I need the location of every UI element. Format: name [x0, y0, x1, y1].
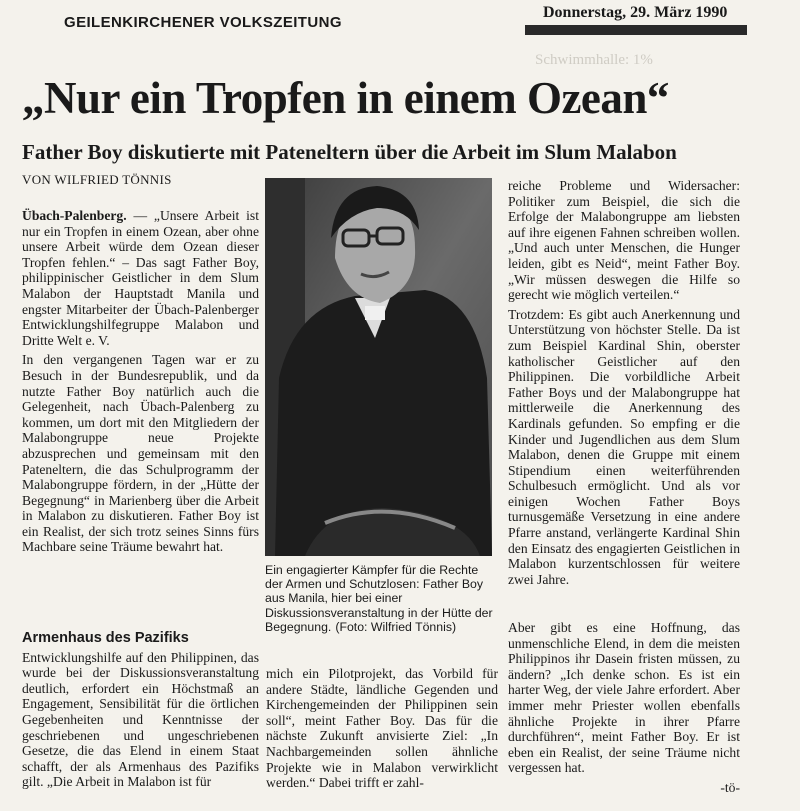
newspaper-masthead: GEILENKIRCHENER VOLKSZEITUNG: [64, 14, 342, 31]
photo-caption: [265, 563, 497, 634]
caption-text: Ein engagierter Kämpfer für die Rechte der Armen und Schutzlosen: Father Boy aus Manila, hier bei einer Diskussionsveranstaltung in der Hütte der Begegnung.: [265, 563, 493, 634]
article-column-3-lower: [508, 620, 740, 796]
photo-father-boy: [265, 178, 492, 556]
lead-text: — „Unsere Arbeit ist nur ein Tropfen in einem Ozean, aber ohne unsere Arbeit würde dem Ozean dieser Tropfen fehlen.“ – Das sagt Father Boy, philippinischer Geistlicher in dem Slum Malabon der Hauptstadt Manila und engster Mitarbeiter der Übach-Palenberger Entwicklungshilfegruppe Malabon und Dritte Welt e. V.: [22, 208, 259, 348]
byline: VON WILFRIED TÖNNIS: [22, 172, 172, 187]
lead-paragraph: [22, 208, 259, 348]
article-column-2: [266, 666, 498, 795]
section-subhead: Armenhaus des Pazifiks: [22, 630, 189, 646]
paragraph-col3-2: Trotzdem: Es gibt auch Anerkennung und Unterstützung von höchster Stelle. Da ist zum Beispiel Kardinal Shin, oberster katholischer Geistlicher auf den Philippinen. Die vorbildliche Arbeit Father Boys und der Malabongruppe hat mittlerweile die Anerkennung des Kardinals gefunden. So empfing er die Kinder und Jugendlichen aus dem Slum Malabon, denen die Gruppe mit einem Stipendium einen weiterführenden Schulbesuch ermöglicht. Und als vor einigen Wochen Father Boys turnusgemäße Versetzung in eine andere Pfarre anstand, verlängerte Kardinal Shin den Einsatz des engagierten Geistlichen in Malabon kurzentschlossen für weitere zwei Jahre.: [508, 306, 740, 587]
dateline: Donnerstag, 29. März 1990: [543, 4, 728, 21]
photo-credit: (Foto: Wilfried Tönnis): [335, 619, 457, 634]
paragraph-col3-1: reiche Probleme und Widersacher: Politiker zum Beispiel, die sich die Erfolge der Malabongruppe am liebsten auf ihre eigenen Fahnen schreiben wollen. „Und auch unter Menschen, die Hunger leiden, gibt es Neid“, meint Father Boy. „Wir müssen deswegen die Hilfe so gerecht wie möglich verteilen.“: [508, 178, 740, 303]
headline: „Nur ein Tropfen in einem Ozean“: [22, 73, 669, 123]
bleed-through-text: Schwimmhalle: 1%: [535, 52, 653, 68]
paragraph-2: In den vergangenen Tagen war er zu Besuch in der Bundesrepublik, und da nutzte Father Boy natürlich auch die Gelegenheit, nach Übach-Palenberg zu kommen, um dort mit den Mitgliedern der Malabongruppe neue Projekte abzusprechen und gemeinsam mit den Pateneltern, die das Schulprogramm der Malabongruppe fördern, in der „Hütte der Begegnung“ in Marienberg über die Arbeit in Malabon zu diskutieren. Father Boy ist ein Realist, der sich trotz seines Sinns fürs Machbare seine Träume bewahrt hat.: [22, 352, 259, 555]
article-column-1-lower: [22, 631, 259, 794]
paragraph-col2: mich ein Pilotprojekt, das Vorbild für andere Städte, ländliche Gegenden und Kirchengemeinden der Philippinen sein soll“, meint Father Boy. Das für die nächste Zukunft anvisierte Ziel: „In Nachbargemeinden sollen ähnliche Projekte wie in Malabon verwirklicht werden.“ Dabei trifft er zahl-: [266, 666, 498, 791]
subheadline: Father Boy diskutierte mit Pateneltern über die Arbeit im Slum Malabon: [22, 140, 677, 164]
dateline-place: Übach-Palenberg.: [22, 208, 127, 223]
portrait-image: [265, 178, 492, 556]
article-column-3: [508, 178, 740, 591]
paragraph-col3-3: [508, 620, 740, 776]
article-column-1: [22, 208, 259, 559]
paragraph-col3-3-text: Aber gibt es eine Hoffnung, das unmenschliche Elend, in dem die meisten Philippinos ihr Dasein fristen müssen, zu ändern? „Ich denke schon. Es ist ein harter Weg, der viele Jahre erfordert. Aber immer mehr Priester wollen ebenfalls ähnliche Projekte in ihrer Pfarre durchführen“, meint Father Boy. Er ist eben ein Realist, der seine Träume nicht vergessen hat.: [508, 620, 740, 776]
author-signature: -tö-: [720, 779, 740, 795]
paragraph-3: Entwicklungshilfe auf den Philippinen, das wurde bei der Diskussionsveranstaltung deutlich, erfordert ein Höchstmaß an Engagement, Sensibilität für die örtlichen Gegebenheiten und Kenntnisse der geschriebenen und ungeschriebenen Gesetze, die das Elend in einem Staat schafft, der als Armenhaus des Pazifiks gilt. „Die Arbeit in Malabon ist für: [22, 649, 259, 790]
dateline-bar: [525, 25, 747, 35]
